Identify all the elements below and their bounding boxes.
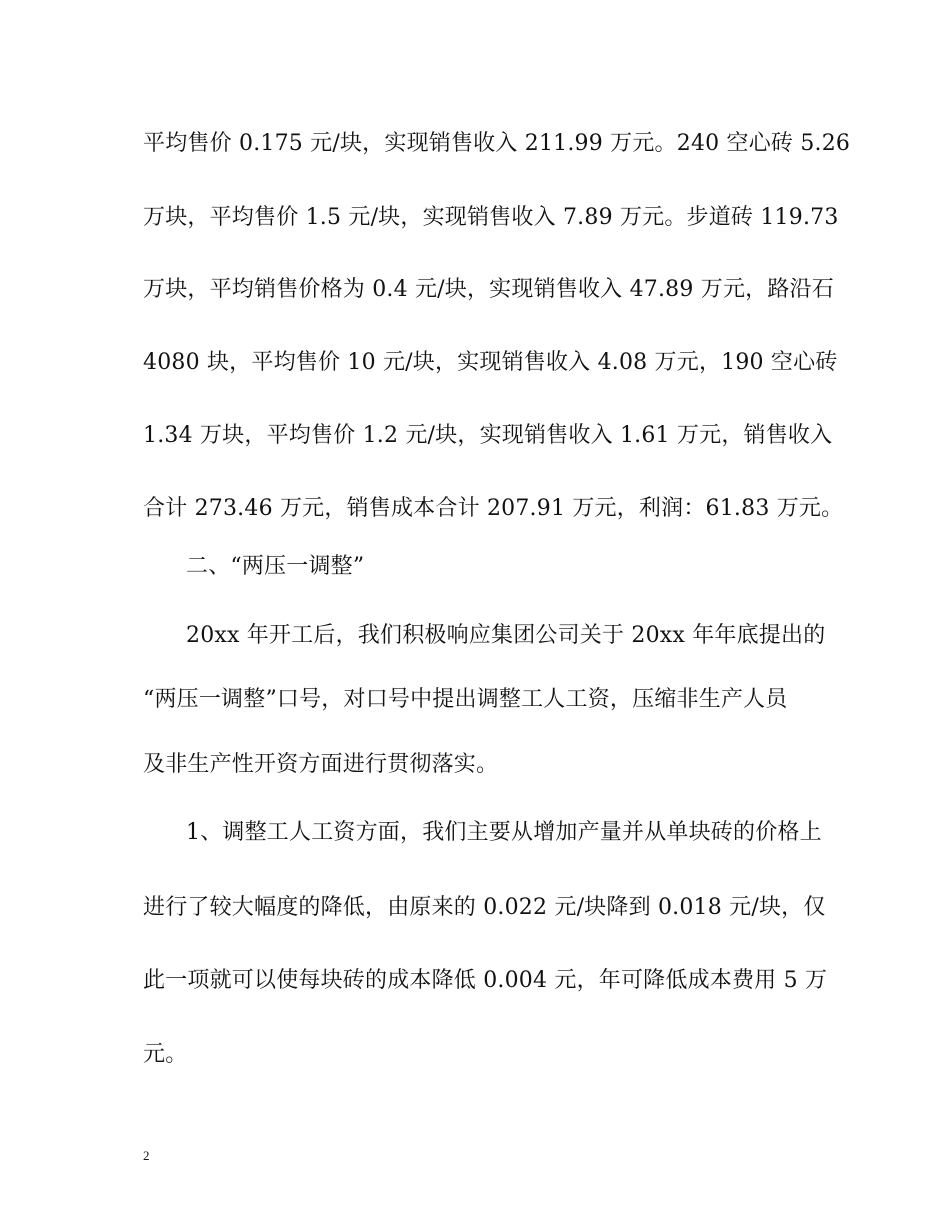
paragraph-3-line-2: 进行了较大幅度的降低，由原来的 0.022 元/块降到 0.018 元/块，仅 [143,895,826,920]
body-text-line-5: 1.34 万块，平均售价 1.2 元/块，实现销售收入 1.61 万元，销售收入 [143,423,833,448]
body-text-line-6: 合计 273.46 万元，销售成本合计 207.91 万元，利润：61.83 万元。 [143,496,844,521]
paragraph-3-line-4: 元。 [143,1042,188,1067]
body-text-line-2: 万块，平均售价 1.5 元/块，实现销售收入 7.89 万元。步道砖 119.73 [143,205,839,230]
section-heading: 二、“两压一调整” [186,554,365,579]
page-number: 2 [143,1148,150,1163]
paragraph-2-line-2: “两压一调整”口号，对口号中提出调整工人工资，压缩非生产人员 [143,687,788,712]
body-text-line-4: 4080 块，平均售价 10 元/块，实现销售收入 4.08 万元，190 空心砖 [143,350,838,375]
body-text-line-1: 平均售价 0.175 元/块，实现销售收入 211.99 万元。240 空心砖 5.26 [143,131,851,156]
paragraph-2-line-3: 及非生产性开资方面进行贯彻落实。 [143,752,499,777]
paragraph-2-line-1: 20xx 年开工后，我们积极响应集团公司关于 20xx 年年底提出的 [186,623,826,648]
paragraph-3-line-3: 此一项就可以使每块砖的成本降低 0.004 元，年可降低成本费用 5 万 [143,968,828,993]
paragraph-3-line-1: 1、调整工人工资方面，我们主要从增加产量并从单块砖的价格上 [186,820,822,845]
body-text-line-3: 万块，平均销售价格为 0.4 元/块，实现销售收入 47.89 万元，路沿石 [143,277,834,302]
